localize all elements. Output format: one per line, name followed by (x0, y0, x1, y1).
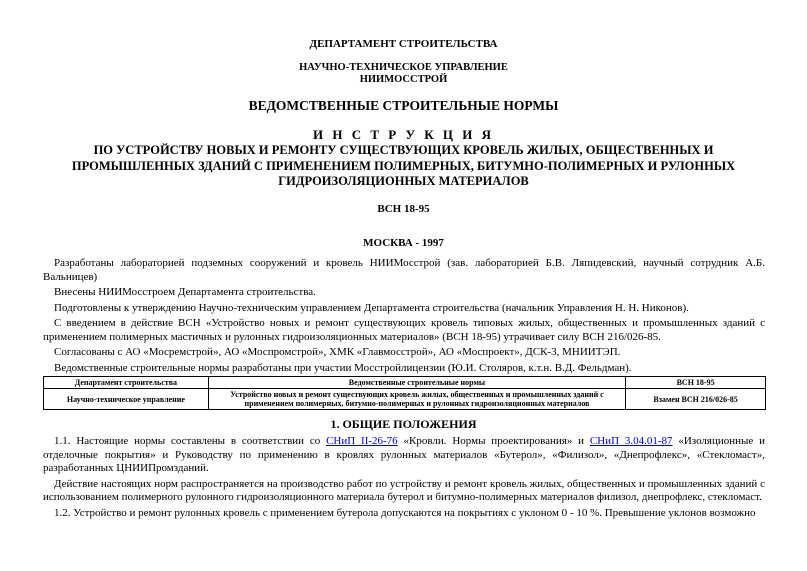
table-row (44, 377, 766, 389)
header-table (43, 376, 766, 410)
ntu-line-2: НИИМОССТРОЙ (359, 74, 448, 85)
intro-paragraph: Ведомственные строительные нормы разработаны при участии Мосстройлицензии (Ю.И. Столяров, к.т.н. В.Д. Фельдман). (54, 361, 632, 374)
intro-paragraph: Подготовлены к утверждению Научно-техническим управлением Департамента строительства (начальник Управления Н. Н. Никонов). (54, 301, 689, 314)
text-run: 1.1. Настоящие нормы составлены в соответствии со (54, 435, 327, 447)
intro-paragraph: Внесены НИИМосстроем Департамента строительства. (54, 286, 316, 298)
table-row (44, 389, 766, 410)
text-run: «Кровли. Нормы проектирования» и (397, 435, 590, 447)
instruction-word: И Н С Т Р У К Ц И Я (312, 127, 495, 142)
ntu-line-1: НАУЧНО-ТЕХНИЧЕСКОЕ УПРАВЛЕНИЕ (299, 62, 508, 73)
snip-2-26-76-link[interactable]: СНиП II-26-76 (326, 435, 398, 447)
snip-3-04-01-87-link[interactable]: СНиП 3.04.01-87 (589, 435, 673, 447)
intro-block (43, 257, 765, 377)
section-body (43, 435, 765, 522)
section-title: 1. ОБЩИЕ ПОЛОЖЕНИЯ (330, 417, 477, 431)
department-heading: ДЕПАРТАМЕНТ СТРОИТЕЛЬСТВА (309, 38, 498, 50)
table-cell: Департамент строительства (44, 377, 209, 389)
document-code: ВСН 18-95 (377, 203, 430, 215)
city-year: МОСКВА - 1997 (363, 237, 444, 249)
table-cell: Ведомственные строительные нормы (208, 377, 625, 389)
table-cell: Устройство новых и ремонт существующих кровель жилых, общественных и промышленных зданий с применением полимерных, битумно-полимерных и рулонных гидроизоляционных материалов (208, 389, 625, 410)
table-cell: Взамен ВСН 216/026-85 (626, 389, 766, 410)
text-run: «Изоляционные и отделочные покрытия» и Руководству по применению в кровлях рулонных материалов «Бутерол», «Филизол», «Днепрофлекс», «Стекломаст», разработанных ЦНИИПромзданий. (43, 435, 765, 474)
instruction-subtitle: ПО УСТРОЙСТВУ НОВЫХ И РЕМОНТУ СУЩЕСТВУЮЩИХ КРОВЕЛЬ ЖИЛЫХ, ОБЩЕСТВЕННЫХ И ПРОМЫШЛЕННЫХ ЗДАНИЙ С ПРИМЕНЕНИЕМ ПОЛИМЕРНЫХ, БИТУМНО-ПОЛИМЕРНЫХ И РУЛОННЫХ ГИДРОИЗОЛЯЦИОННЫХ МАТЕРИАЛОВ (71, 143, 736, 188)
section-paragraph (43, 435, 765, 476)
intro-paragraph: С введением в действие ВСН «Устройство новых и ремонт существующих кровель типовых жилых, общественных и промышленных зданий с применением полимерных мастичных и рулонных гидроизоляционных материалов» (ВСН 18-95) утрачивает силу ВСН 216/026-85. (43, 317, 765, 343)
table-cell: Научно-техническое управление (44, 389, 209, 410)
section-paragraph: Действие настоящих норм распространяется на производство работ по устройству и ремонт кровель жилых, общественных и промышленных зданий с использованием полимерного рулонного гидроизоляционного материала бутерол и битумно-полимерных материалов филизол, днепрофлекс, стекломаст. (43, 477, 765, 503)
intro-paragraph: Разработаны лабораторией подземных сооружений и кровель НИИМосстрой (зав. лабораторией Б.В. Ляпидевский, научный сотрудник А.Б. Вальницев) (43, 257, 765, 283)
ntu-heading (0, 62, 807, 86)
norms-title: ВЕДОМСТВЕННЫЕ СТРОИТЕЛЬНЫЕ НОРМЫ (248, 98, 559, 113)
section-paragraph: 1.2. Устройство и ремонт рулонных кровель с применением бутерола допускаются на покрытиях с уклоном 0 - 10 %. Превышение уклонов возможно (54, 506, 756, 519)
table-cell: ВСН 18-95 (626, 377, 766, 389)
intro-paragraph: Согласованы с АО «Мосремстрой», АО «Моспромстрой», ХМК «Главмосстрой», АО «Моспроект», ДСК-3, МНИИТЭП. (54, 346, 621, 358)
